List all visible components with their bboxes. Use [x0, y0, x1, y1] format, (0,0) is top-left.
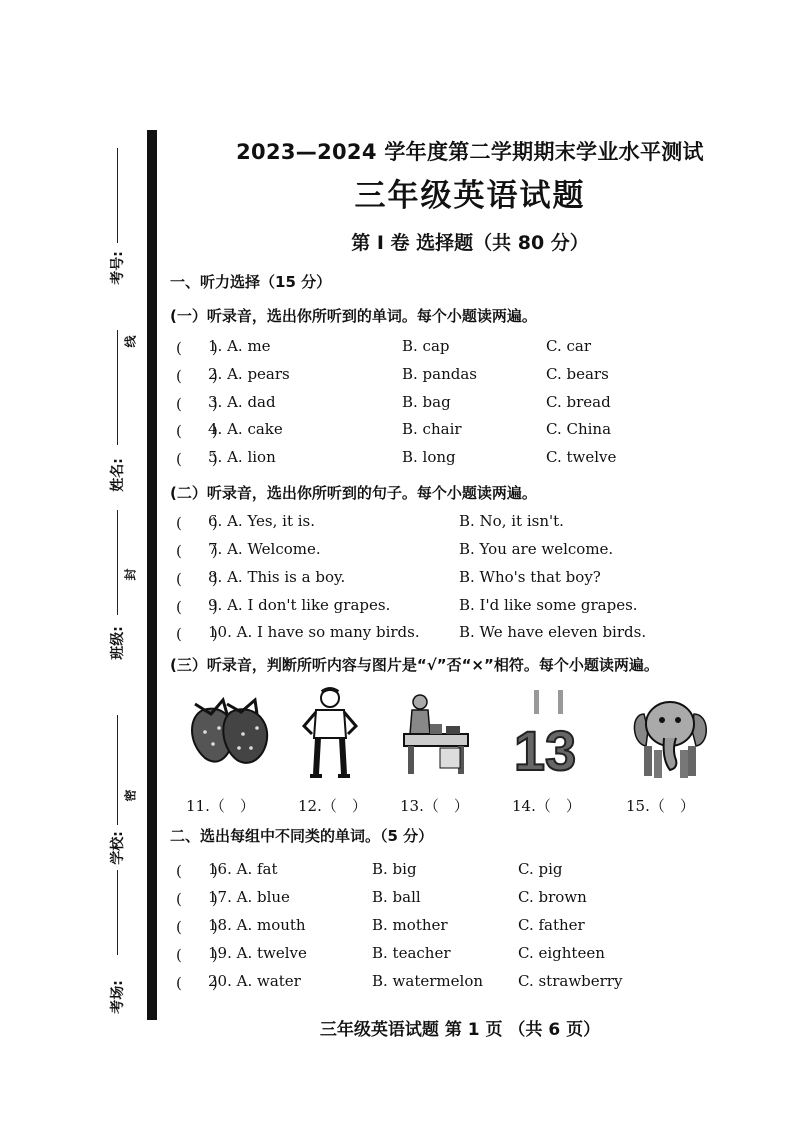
exam-title-line1: 2023—2024 学年度第二学期期末学业水平测试: [236, 140, 704, 164]
answer-blank[interactable]: ( ): [176, 514, 218, 532]
option-a: 17. A. blue: [208, 888, 290, 906]
picture-answer-11[interactable]: 11.（ ）: [186, 797, 255, 815]
exam-title-line3: 第 I 卷 选择题（共 80 分）: [351, 232, 589, 254]
option-a: 2. A. pears: [208, 365, 290, 383]
option-b: B. chair: [402, 420, 462, 438]
name-label: 姓名:: [109, 458, 126, 492]
room-line: [117, 870, 118, 955]
exam-no-label: 考号:: [109, 251, 126, 285]
option-a: 6. A. Yes, it is.: [208, 512, 316, 530]
answer-blank[interactable]: ( ): [176, 395, 218, 413]
option-b: B. Who's that boy?: [459, 568, 601, 586]
page-footer: 三年级英语试题 第 1 页 （共 6 页）: [319, 1020, 601, 1040]
school-line: [117, 715, 118, 825]
option-b: B. mother: [372, 916, 448, 934]
option-a: 3. A. dad: [208, 393, 276, 411]
picture-answer-12[interactable]: 12.（ ）: [298, 797, 367, 815]
option-a: 5. A. lion: [208, 448, 276, 466]
seal-char-line: 线: [123, 335, 138, 348]
seal-char-seal: 封: [123, 568, 138, 581]
answer-blank[interactable]: ( ): [176, 450, 218, 468]
sub1-heading: (一）听录音，选出你所听到的单词。每个小题读两遍。: [170, 307, 537, 325]
person-at-desk-icon: [400, 690, 472, 778]
option-c: C. pig: [518, 860, 563, 878]
option-b: B. big: [372, 860, 417, 878]
option-c: C. bread: [546, 393, 611, 411]
option-b: B. No, it isn't.: [459, 512, 564, 530]
option-b: B. ball: [372, 888, 421, 906]
school-label: 学校:: [109, 831, 126, 865]
exam-title-line2: 三年级英语试题: [354, 178, 586, 214]
seal-char-secret: 密: [123, 789, 138, 802]
option-a: 4. A. cake: [208, 420, 283, 438]
option-a: 10. A. I have so many birds.: [208, 623, 420, 641]
option-a: 19. A. twelve: [208, 944, 307, 962]
option-a: 7. A. Welcome.: [208, 540, 321, 558]
strawberries-icon: [183, 692, 273, 770]
option-c: C. father: [518, 916, 585, 934]
answer-blank[interactable]: ( ): [176, 339, 218, 357]
picture-answer-14[interactable]: 14.（ ）: [512, 797, 581, 815]
answer-blank[interactable]: ( ): [176, 542, 218, 560]
answer-blank[interactable]: ( ): [176, 422, 218, 440]
option-c: C. brown: [518, 888, 587, 906]
option-b: B. pandas: [402, 365, 478, 383]
name-line: [117, 330, 118, 445]
answer-blank[interactable]: ( ): [176, 367, 218, 385]
option-b: B. We have eleven birds.: [459, 623, 647, 641]
number-13-text: 13: [513, 719, 577, 780]
option-b: B. cap: [402, 337, 450, 355]
answer-blank[interactable]: ( ): [176, 918, 218, 936]
elephant-icon: [630, 690, 712, 782]
room-label: 考场:: [109, 980, 126, 1014]
picture-answer-15[interactable]: 15.（ ）: [626, 797, 695, 815]
answer-blank[interactable]: ( ): [176, 625, 218, 643]
option-c: C. strawberry: [518, 972, 623, 990]
number-13-icon: [510, 690, 580, 780]
man-icon: [298, 686, 366, 782]
option-b: B. You are welcome.: [459, 540, 614, 558]
sub2-heading: (二）听录音，选出你所听到的句子。每个小题读两遍。: [170, 484, 537, 502]
picture-answer-13[interactable]: 13.（ ）: [400, 797, 469, 815]
part2-heading: 二、选出每组中不同类的单词。（5 分）: [170, 827, 434, 845]
option-c: C. twelve: [546, 448, 617, 466]
option-a: 16. A. fat: [208, 860, 278, 878]
option-a: 8. A. This is a boy.: [208, 568, 346, 586]
option-c: C. bears: [546, 365, 609, 383]
option-a: 9. A. I don't like grapes.: [208, 596, 391, 614]
option-c: C. car: [546, 337, 591, 355]
sub3-heading: (三）听录音，判断所听内容与图片是“√”否“×”相符。每个小题读两遍。: [170, 656, 659, 674]
option-b: B. watermelon: [372, 972, 484, 990]
binding-bar: [147, 130, 157, 1020]
answer-blank[interactable]: ( ): [176, 598, 218, 616]
answer-blank[interactable]: ( ): [176, 570, 218, 588]
answer-blank[interactable]: ( ): [176, 974, 218, 992]
option-a: 1. A. me: [208, 337, 271, 355]
exam-no-line: [117, 148, 118, 243]
option-c: C. eighteen: [518, 944, 605, 962]
class-line: [117, 510, 118, 615]
answer-blank[interactable]: ( ): [176, 890, 218, 908]
part1-heading: 一、听力选择（15 分）: [170, 273, 332, 291]
answer-blank[interactable]: ( ): [176, 862, 218, 880]
option-b: B. teacher: [372, 944, 451, 962]
option-b: B. long: [402, 448, 456, 466]
option-b: B. bag: [402, 393, 451, 411]
option-c: C. China: [546, 420, 612, 438]
class-label: 班级:: [109, 626, 126, 660]
option-b: B. I'd like some grapes.: [459, 596, 638, 614]
option-a: 20. A. water: [208, 972, 301, 990]
option-a: 18. A. mouth: [208, 916, 306, 934]
answer-blank[interactable]: ( ): [176, 946, 218, 964]
